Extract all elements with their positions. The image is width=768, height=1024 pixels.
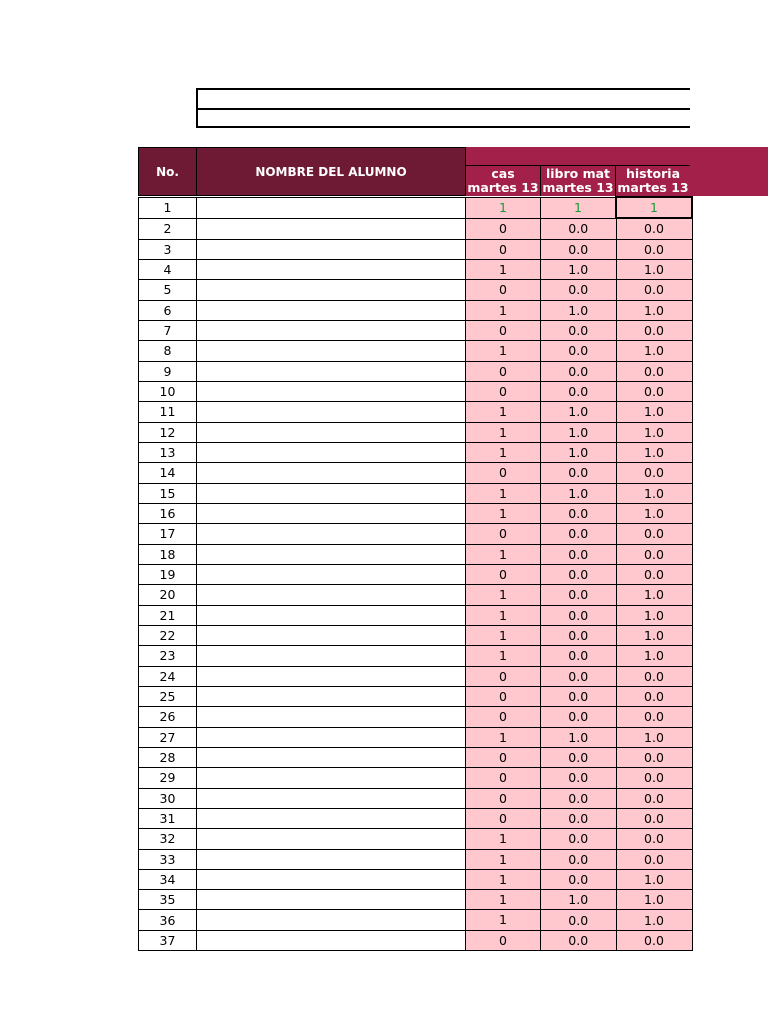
student-name-cell[interactable] (197, 341, 466, 361)
table-row (139, 605, 693, 625)
cas-score-cell[interactable]: 1 (466, 442, 541, 462)
row-number-cell[interactable]: 5 (139, 280, 197, 300)
row-number-cell[interactable]: 32 (139, 829, 197, 849)
cas-score-cell[interactable]: 1 (466, 585, 541, 605)
student-name-cell[interactable] (197, 197, 466, 218)
libro-mat-score-cell[interactable]: 0.0 (541, 747, 617, 767)
libro-mat-score-cell[interactable]: 1 (541, 197, 617, 218)
cas-score-cell[interactable]: 0 (466, 320, 541, 340)
row-number-cell[interactable]: 21 (139, 605, 197, 625)
row-number-cell[interactable]: 28 (139, 747, 197, 767)
historia-score-cell[interactable]: 1.0 (616, 869, 692, 889)
table-row (139, 727, 693, 747)
historia-score-cell[interactable]: 0.0 (616, 829, 692, 849)
libro-mat-score-cell[interactable]: 0.0 (541, 788, 617, 808)
student-name-cell[interactable] (197, 239, 466, 259)
row-number-cell[interactable]: 3 (139, 239, 197, 259)
libro-mat-score-cell[interactable]: 1.0 (541, 259, 617, 279)
row-number-cell[interactable]: 19 (139, 564, 197, 584)
student-grid-body (139, 197, 693, 951)
table-row (139, 930, 693, 950)
row-number-cell[interactable]: 2 (139, 218, 197, 239)
cas-score-cell[interactable]: 1 (466, 197, 541, 218)
cas-score-cell[interactable]: 1 (466, 300, 541, 320)
historia-score-cell[interactable]: 0.0 (616, 849, 692, 869)
table-row (139, 320, 693, 340)
historia-score-cell[interactable]: 1.0 (616, 646, 692, 666)
historia-score-cell[interactable]: 1.0 (616, 503, 692, 523)
table-row (139, 361, 693, 381)
cas-score-cell[interactable]: 1 (466, 544, 541, 564)
cas-score-cell[interactable]: 1 (466, 483, 541, 503)
student-name-cell[interactable] (197, 829, 466, 849)
historia-score-cell[interactable]: 0.0 (616, 239, 692, 259)
cas-score-cell[interactable]: 1 (466, 503, 541, 523)
libro-mat-score-cell[interactable]: 1.0 (541, 422, 617, 442)
historia-score-cell[interactable]: 1.0 (616, 890, 692, 910)
student-grid (138, 196, 693, 951)
cas-score-cell[interactable]: 0 (466, 686, 541, 706)
historia-score-cell[interactable]: 0.0 (616, 788, 692, 808)
student-name-cell[interactable] (197, 605, 466, 625)
cas-score-cell[interactable]: 1 (466, 422, 541, 442)
student-name-cell[interactable] (197, 666, 466, 686)
student-name-cell[interactable] (197, 564, 466, 584)
student-name-cell[interactable] (197, 218, 466, 239)
libro-mat-score-cell[interactable]: 0.0 (541, 503, 617, 523)
student-name-cell[interactable] (197, 707, 466, 727)
table-row (139, 442, 693, 462)
student-name-cell[interactable] (197, 422, 466, 442)
column-header-historia-date: martes 13 (617, 180, 689, 195)
row-number-cell[interactable]: 15 (139, 483, 197, 503)
student-name-cell[interactable] (197, 320, 466, 340)
historia-score-cell[interactable]: 0.0 (616, 463, 692, 483)
student-name-cell[interactable] (197, 890, 466, 910)
table-row (139, 585, 693, 605)
student-name-cell[interactable] (197, 463, 466, 483)
libro-mat-score-cell[interactable]: 0.0 (541, 686, 617, 706)
historia-score-cell[interactable]: 0.0 (616, 930, 692, 950)
row-number-cell[interactable]: 1 (139, 197, 197, 218)
student-name-cell[interactable] (197, 300, 466, 320)
row-number-cell[interactable]: 22 (139, 625, 197, 645)
row-number-cell[interactable]: 31 (139, 808, 197, 828)
column-header-cas-date: martes 13 (467, 180, 539, 195)
table-row (139, 747, 693, 767)
libro-mat-score-cell[interactable]: 0.0 (541, 218, 617, 239)
libro-mat-score-cell[interactable]: 0.0 (541, 930, 617, 950)
cas-score-cell[interactable]: 1 (466, 259, 541, 279)
cas-score-cell[interactable]: 1 (466, 869, 541, 889)
cas-score-cell[interactable]: 0 (466, 747, 541, 767)
title-box (196, 88, 690, 128)
table-row (139, 341, 693, 361)
libro-mat-score-cell[interactable]: 0.0 (541, 808, 617, 828)
historia-score-cell[interactable]: 1.0 (616, 605, 692, 625)
cas-score-cell[interactable]: 1 (466, 402, 541, 422)
historia-score-cell[interactable]: 1.0 (616, 910, 692, 930)
table-row (139, 625, 693, 645)
row-number-cell[interactable]: 34 (139, 869, 197, 889)
student-name-cell[interactable] (197, 930, 466, 950)
historia-score-cell[interactable]: 0.0 (616, 747, 692, 767)
row-number-cell[interactable]: 33 (139, 849, 197, 869)
cas-score-cell[interactable]: 0 (466, 280, 541, 300)
cas-score-cell[interactable]: 1 (466, 605, 541, 625)
column-header-libro-mat-date: martes 13 (542, 180, 614, 195)
table-row (139, 788, 693, 808)
row-number-cell[interactable]: 26 (139, 707, 197, 727)
cas-score-cell[interactable]: 0 (466, 808, 541, 828)
student-name-cell[interactable] (197, 524, 466, 544)
libro-mat-score-cell[interactable]: 0.0 (541, 910, 617, 930)
table-row (139, 280, 693, 300)
historia-score-cell[interactable]: 1.0 (616, 625, 692, 645)
libro-mat-score-cell[interactable]: 1.0 (541, 727, 617, 747)
student-name-cell[interactable] (197, 747, 466, 767)
historia-score-cell[interactable]: 1 (616, 197, 692, 218)
cas-score-cell[interactable]: 0 (466, 564, 541, 584)
historia-score-cell[interactable]: 1.0 (616, 300, 692, 320)
cas-score-cell[interactable]: 0 (466, 930, 541, 950)
table-row (139, 768, 693, 788)
libro-mat-score-cell[interactable]: 1.0 (541, 483, 617, 503)
libro-mat-score-cell[interactable]: 0.0 (541, 341, 617, 361)
historia-score-cell[interactable]: 0.0 (616, 361, 692, 381)
historia-score-cell[interactable]: 0.0 (616, 686, 692, 706)
table-row (139, 381, 693, 401)
table-row (139, 849, 693, 869)
student-name-cell[interactable] (197, 442, 466, 462)
row-number-cell[interactable]: 7 (139, 320, 197, 340)
historia-score-cell[interactable]: 0.0 (616, 707, 692, 727)
table-row (139, 197, 693, 218)
cas-score-cell[interactable]: 1 (466, 646, 541, 666)
cas-score-cell[interactable]: 0 (466, 463, 541, 483)
column-header-historia[interactable] (615, 166, 690, 196)
historia-score-cell[interactable]: 0.0 (616, 524, 692, 544)
student-name-cell[interactable] (197, 381, 466, 401)
row-number-cell[interactable]: 24 (139, 666, 197, 686)
libro-mat-score-cell[interactable]: 0.0 (541, 320, 617, 340)
student-name-cell[interactable] (197, 686, 466, 706)
libro-mat-score-cell[interactable]: 0.0 (541, 544, 617, 564)
cas-score-cell[interactable]: 0 (466, 239, 541, 259)
table-row (139, 259, 693, 279)
historia-score-cell[interactable]: 1.0 (616, 259, 692, 279)
row-number-cell[interactable]: 18 (139, 544, 197, 564)
column-header-libro-mat-title: libro mat (545, 166, 611, 181)
historia-score-cell[interactable]: 1.0 (616, 727, 692, 747)
title-box-divider (198, 108, 690, 110)
cas-score-cell[interactable]: 1 (466, 910, 541, 930)
historia-score-cell[interactable]: 1.0 (616, 442, 692, 462)
historia-score-cell[interactable]: 1.0 (616, 483, 692, 503)
cas-score-cell[interactable]: 0 (466, 788, 541, 808)
student-name-cell[interactable] (197, 483, 466, 503)
row-number-cell[interactable]: 29 (139, 768, 197, 788)
student-name-cell[interactable] (197, 646, 466, 666)
row-number-cell[interactable]: 12 (139, 422, 197, 442)
row-number-cell[interactable]: 10 (139, 381, 197, 401)
table-row (139, 686, 693, 706)
cas-score-cell[interactable]: 0 (466, 361, 541, 381)
historia-score-cell[interactable]: 1.0 (616, 422, 692, 442)
row-number-cell[interactable]: 8 (139, 341, 197, 361)
table-row (139, 829, 693, 849)
column-header-cas-title: cas (491, 166, 515, 181)
student-name-cell[interactable] (197, 788, 466, 808)
student-name-cell[interactable] (197, 910, 466, 930)
cas-score-cell[interactable]: 1 (466, 829, 541, 849)
historia-score-cell[interactable]: 1.0 (616, 585, 692, 605)
row-number-cell[interactable]: 11 (139, 402, 197, 422)
table-row (139, 300, 693, 320)
historia-score-cell[interactable]: 0.0 (616, 768, 692, 788)
libro-mat-score-cell[interactable]: 1.0 (541, 442, 617, 462)
libro-mat-score-cell[interactable]: 0.0 (541, 605, 617, 625)
row-number-cell[interactable]: 23 (139, 646, 197, 666)
student-name-cell[interactable] (197, 808, 466, 828)
historia-score-cell[interactable]: 0.0 (616, 544, 692, 564)
table-row (139, 463, 693, 483)
student-name-cell[interactable] (197, 280, 466, 300)
libro-mat-score-cell[interactable]: 0.0 (541, 361, 617, 381)
historia-score-cell[interactable]: 0.0 (616, 320, 692, 340)
historia-score-cell[interactable]: 0.0 (616, 666, 692, 686)
cas-score-cell[interactable]: 1 (466, 849, 541, 869)
row-number-cell[interactable]: 9 (139, 361, 197, 381)
student-name-cell[interactable] (197, 869, 466, 889)
libro-mat-score-cell[interactable]: 0.0 (541, 239, 617, 259)
cas-score-cell[interactable]: 0 (466, 707, 541, 727)
historia-score-cell[interactable]: 1.0 (616, 402, 692, 422)
student-name-cell[interactable] (197, 544, 466, 564)
cas-score-cell[interactable]: 0 (466, 381, 541, 401)
cas-score-cell[interactable]: 1 (466, 625, 541, 645)
header-no: No. (138, 147, 197, 196)
libro-mat-score-cell[interactable]: 1.0 (541, 890, 617, 910)
row-number-cell[interactable]: 25 (139, 686, 197, 706)
student-name-cell[interactable] (197, 361, 466, 381)
column-header-libro-mat[interactable] (540, 166, 615, 196)
row-number-cell[interactable]: 37 (139, 930, 197, 950)
cas-score-cell[interactable]: 1 (466, 890, 541, 910)
table-row (139, 402, 693, 422)
historia-score-cell[interactable]: 0.0 (616, 564, 692, 584)
cas-score-cell[interactable]: 0 (466, 768, 541, 788)
row-number-cell[interactable]: 27 (139, 727, 197, 747)
table-row (139, 910, 693, 930)
cas-score-cell[interactable]: 1 (466, 727, 541, 747)
table-row (139, 869, 693, 889)
cas-score-cell[interactable]: 1 (466, 341, 541, 361)
table-row (139, 666, 693, 686)
libro-mat-score-cell[interactable]: 0.0 (541, 829, 617, 849)
cas-score-cell[interactable]: 0 (466, 524, 541, 544)
table-row (139, 808, 693, 828)
libro-mat-score-cell[interactable]: 0.0 (541, 707, 617, 727)
historia-score-cell[interactable]: 0.0 (616, 808, 692, 828)
libro-mat-score-cell[interactable]: 1.0 (541, 300, 617, 320)
header-student-name: NOMBRE DEL ALUMNO (196, 147, 466, 196)
libro-mat-score-cell[interactable]: 0.0 (541, 585, 617, 605)
libro-mat-score-cell[interactable]: 0.0 (541, 869, 617, 889)
libro-mat-score-cell[interactable]: 0.0 (541, 280, 617, 300)
row-number-cell[interactable]: 30 (139, 788, 197, 808)
student-name-cell[interactable] (197, 768, 466, 788)
row-number-cell[interactable]: 35 (139, 890, 197, 910)
libro-mat-score-cell[interactable]: 0.0 (541, 768, 617, 788)
libro-mat-score-cell[interactable]: 0.0 (541, 564, 617, 584)
libro-mat-score-cell[interactable]: 0.0 (541, 524, 617, 544)
historia-score-cell[interactable]: 1.0 (616, 341, 692, 361)
student-name-cell[interactable] (197, 585, 466, 605)
libro-mat-score-cell[interactable]: 0.0 (541, 849, 617, 869)
student-name-cell[interactable] (197, 503, 466, 523)
row-number-cell[interactable]: 20 (139, 585, 197, 605)
cas-score-cell[interactable]: 0 (466, 218, 541, 239)
table-row (139, 707, 693, 727)
row-number-cell[interactable]: 17 (139, 524, 197, 544)
student-name-cell[interactable] (197, 259, 466, 279)
row-number-cell[interactable]: 16 (139, 503, 197, 523)
table-row (139, 483, 693, 503)
table-row (139, 422, 693, 442)
row-number-cell[interactable]: 36 (139, 910, 197, 930)
table-row (139, 564, 693, 584)
cas-score-cell[interactable]: 0 (466, 666, 541, 686)
libro-mat-score-cell[interactable]: 0.0 (541, 381, 617, 401)
row-number-cell[interactable]: 14 (139, 463, 197, 483)
column-header-cas[interactable] (465, 166, 540, 196)
table-row (139, 890, 693, 910)
table-row (139, 544, 693, 564)
table-row (139, 239, 693, 259)
student-name-cell[interactable] (197, 402, 466, 422)
libro-mat-score-cell[interactable]: 0.0 (541, 625, 617, 645)
table-row (139, 218, 693, 239)
column-header-historia-title: historia (625, 166, 681, 181)
libro-mat-score-cell[interactable]: 1.0 (541, 402, 617, 422)
row-number-cell[interactable]: 4 (139, 259, 197, 279)
row-number-cell[interactable]: 13 (139, 442, 197, 462)
historia-score-cell[interactable]: 0.0 (616, 381, 692, 401)
student-name-cell[interactable] (197, 625, 466, 645)
libro-mat-score-cell[interactable]: 0.0 (541, 463, 617, 483)
table-row (139, 646, 693, 666)
student-name-cell[interactable] (197, 849, 466, 869)
row-number-cell[interactable]: 6 (139, 300, 197, 320)
student-name-cell[interactable] (197, 727, 466, 747)
table-row (139, 524, 693, 544)
historia-score-cell[interactable]: 0.0 (616, 218, 692, 239)
historia-score-cell[interactable]: 0.0 (616, 280, 692, 300)
table-row (139, 503, 693, 523)
libro-mat-score-cell[interactable]: 0.0 (541, 646, 617, 666)
libro-mat-score-cell[interactable]: 0.0 (541, 666, 617, 686)
